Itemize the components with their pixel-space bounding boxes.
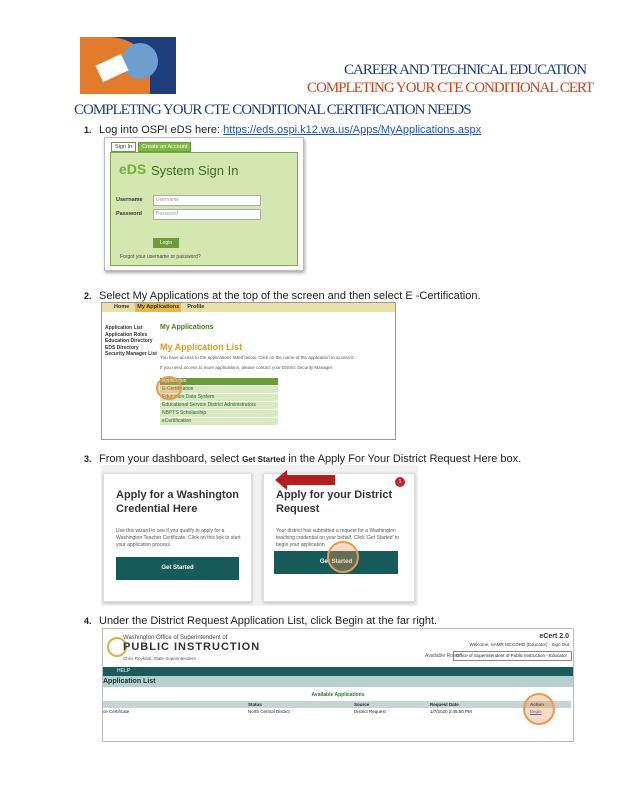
step-1: [84, 124, 481, 136]
info-text: You have access to the applications listed below. Click on the name of the application to access it.: [160, 355, 355, 360]
step-number: 1.: [84, 125, 92, 135]
list-header: Application: [160, 378, 278, 386]
district-get-started-button[interactable]: Get Started: [274, 551, 398, 574]
step-text: From your dashboard, select: [99, 453, 243, 465]
step-4: [84, 615, 437, 627]
app-name: eCert 2.0: [539, 633, 569, 640]
my-applications-screenshot: [101, 302, 396, 440]
get-started-button[interactable]: Get Started: [116, 557, 239, 580]
card-title: Apply for a Washington Credential Here: [116, 489, 240, 515]
table-header-row: [103, 701, 571, 708]
cell: 1/7/2020 2:45:50 PM: [430, 709, 472, 714]
sign-in-panel: [110, 152, 298, 266]
help-menu[interactable]: HELP: [117, 668, 131, 674]
tab-sign-in[interactable]: Sign In: [111, 142, 136, 152]
login-button[interactable]: Login: [153, 238, 179, 248]
step-text: Log into OSPI eDS here:: [99, 124, 224, 136]
nav-profile[interactable]: Profile: [187, 304, 205, 310]
tab-create-account[interactable]: Create an Account: [138, 142, 191, 152]
list-item-e-certification[interactable]: E-Certification: [160, 386, 278, 394]
list-item[interactable]: Educational Service District Administrators: [160, 402, 278, 410]
username-label: Username: [116, 197, 143, 203]
nav-my-applications[interactable]: My Applications: [137, 304, 180, 310]
sidebar-item[interactable]: Security Manager List: [105, 351, 157, 357]
dashboard-screenshot: [101, 465, 418, 606]
list-item[interactable]: eCertification: [160, 418, 278, 426]
step-text: in the Apply For Your District Request Here box.: [285, 453, 522, 465]
section-title: COMPLETING YOUR CTE CONDITIONAL CERTIFICATION NEEDS: [74, 102, 471, 118]
eds-logo: eDS: [119, 161, 147, 177]
eds-login-link[interactable]: https://eds.ospi.k12.wa.us/Apps/MyApplications.aspx: [223, 124, 482, 136]
forgot-link[interactable]: Forgot your username or password?: [120, 254, 201, 260]
sidebar-item[interactable]: EDS Directory: [105, 344, 139, 351]
ecert-screenshot: [102, 628, 574, 742]
org-line: Washington Office of Superintendent of: [123, 635, 228, 641]
sidebar-item[interactable]: Application List: [105, 325, 143, 331]
role-label: Available Roles:: [425, 653, 461, 659]
nav-home[interactable]: Home: [114, 304, 130, 310]
password-input[interactable]: Password: [153, 209, 261, 220]
organization-logo: [80, 37, 228, 94]
highlight-circle: [156, 376, 182, 400]
begin-link[interactable]: Begin: [530, 709, 542, 714]
credential-card: [103, 473, 252, 602]
table-row: [103, 708, 571, 715]
cell: ce Certificate: [103, 709, 130, 714]
step-number: 4.: [84, 616, 92, 626]
section-header: Application List: [103, 676, 573, 687]
step-number: 2.: [84, 291, 92, 301]
arrow-left-icon: [275, 469, 337, 491]
step-text: Under the District Request Application List, click Begin at the far right.: [99, 615, 438, 627]
welcome-text: Welcome, SAMR MCCORD (Educator) · Sign Out: [469, 642, 569, 647]
list-heading: My Application List: [160, 342, 243, 352]
cell: District Request: [354, 709, 386, 714]
card-description: Use this wizard to see if you qualify to apply for a Washington Teacher Certificate. Click on this link to start your application process.: [116, 528, 241, 548]
cte-heading: CAREER AND TECHNICAL EDUCATION: [344, 62, 587, 78]
highlight-circle: [523, 693, 555, 725]
applications-table: [103, 701, 571, 715]
card-description: Your district has submitted a request for a Washington teaching credential on your behalf. Click 'Get Started' to begin your application.: [276, 528, 400, 548]
list-item[interactable]: Education Data System: [160, 394, 278, 402]
org-line: Chris Reykdal, State Superintendent: [123, 656, 196, 661]
sidebar-item[interactable]: Education Directory: [105, 338, 153, 344]
notification-badge: 1: [395, 477, 405, 487]
step-emphasis: Get Started: [242, 455, 286, 464]
col-header: Status: [248, 702, 262, 707]
page-title: My Applications: [160, 324, 214, 331]
role-select[interactable]: Office of Superintendent of Public Instruction - Educator: [453, 651, 572, 661]
list-item[interactable]: NBPTS Scholarship: [160, 410, 278, 418]
step-2: [84, 290, 481, 302]
sidebar: [105, 325, 157, 358]
col-header: Request Date: [430, 702, 459, 707]
ospi-branding: [123, 635, 260, 661]
highlight-circle: [327, 541, 359, 573]
nav-bar: [103, 667, 573, 676]
top-nav: [102, 303, 395, 312]
card-title: Apply for your District Request: [276, 489, 393, 515]
username-input[interactable]: Username: [153, 195, 261, 206]
info-text: If you need access to more applications, please contact your District Security Manager.: [160, 365, 334, 370]
sidebar-item[interactable]: Application Roles: [105, 331, 148, 338]
col-header: Source: [354, 702, 370, 707]
district-request-card: [263, 473, 415, 602]
cell: North Central District: [248, 709, 290, 714]
sign-in-title: System Sign In: [151, 163, 239, 178]
step-3: [84, 453, 521, 465]
cte-subheading: COMPLETING YOUR CTE CONDITIONAL CERT: [307, 80, 594, 96]
sign-in-screenshot: [104, 137, 304, 271]
step-number: 3.: [84, 454, 92, 464]
org-name: PUBLIC INSTRUCTION: [123, 641, 261, 653]
password-label: Password: [116, 211, 142, 217]
col-header: [103, 701, 248, 708]
col-header: Action: [530, 702, 544, 707]
step-text: Select My Applications at the top of the screen and then select E -Certification.: [99, 290, 481, 302]
table-caption: Available Applications: [311, 692, 365, 698]
